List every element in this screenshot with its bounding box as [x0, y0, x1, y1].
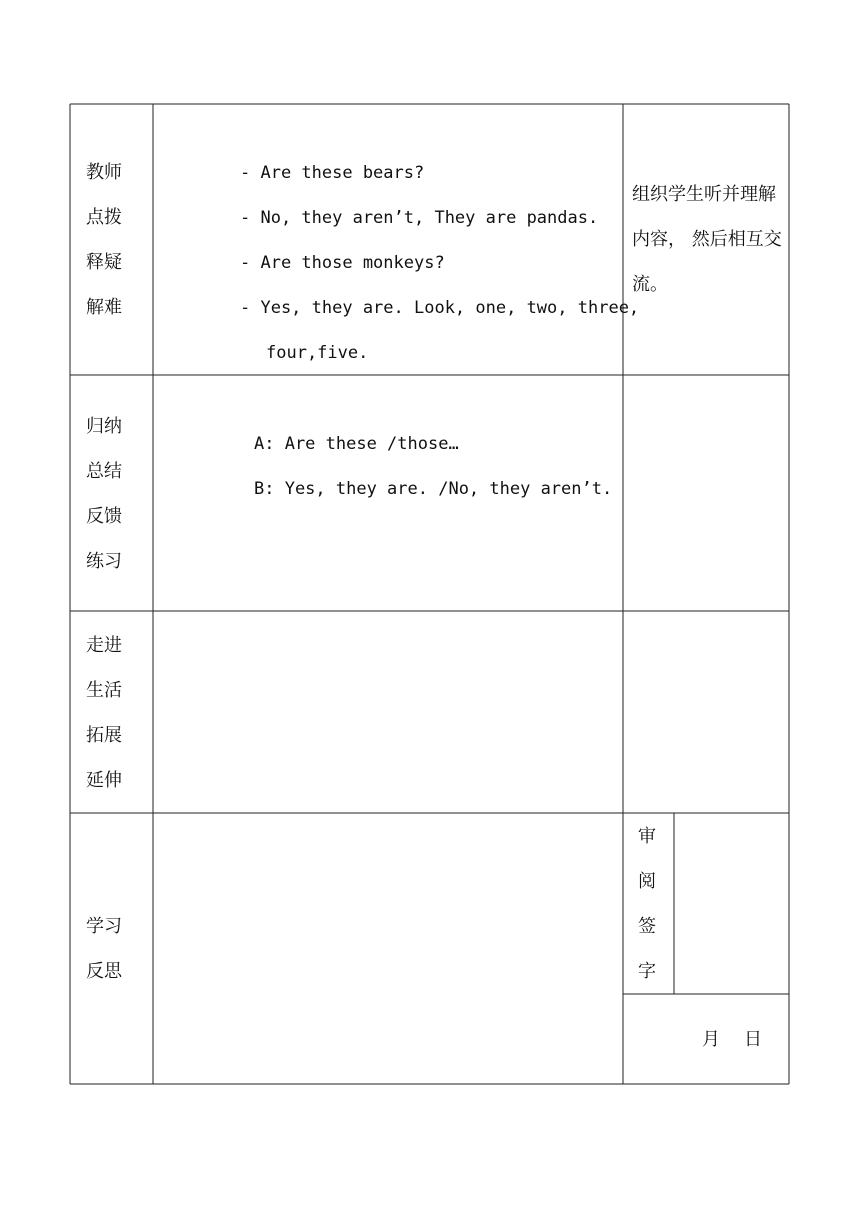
pattern-line-a: A: Are these /those… — [254, 434, 459, 454]
row-1-label: 教师 点拨 释疑 解难 — [86, 162, 122, 318]
teacher-note: 组织学生听并理解内容， 然后相互交流。 — [632, 184, 782, 295]
review-signature-label: 审 阅 签 字 — [638, 826, 656, 982]
row-4-label: 学习 反思 — [86, 916, 122, 982]
dialogue-line-2: - No, they aren’t, They are pandas. — [240, 208, 599, 228]
date-month-label: 月 — [702, 1029, 720, 1050]
dialogue-line-5: four,five. — [266, 343, 369, 363]
dialogue-line-3: - Are those monkeys? — [240, 253, 445, 273]
pattern-line-b: B: Yes, they are. /No, they aren’t. — [254, 479, 613, 499]
row-2-label: 归纳 总结 反馈 练习 — [86, 416, 122, 572]
dialogue-line-1: - Are these bears? — [240, 163, 425, 183]
row-3-label: 走进 生活 拓展 延伸 — [86, 635, 122, 791]
date-day-label: 日 — [744, 1029, 762, 1050]
dialogue-line-4: - Yes, they are. Look, one, two, three, — [240, 298, 640, 318]
